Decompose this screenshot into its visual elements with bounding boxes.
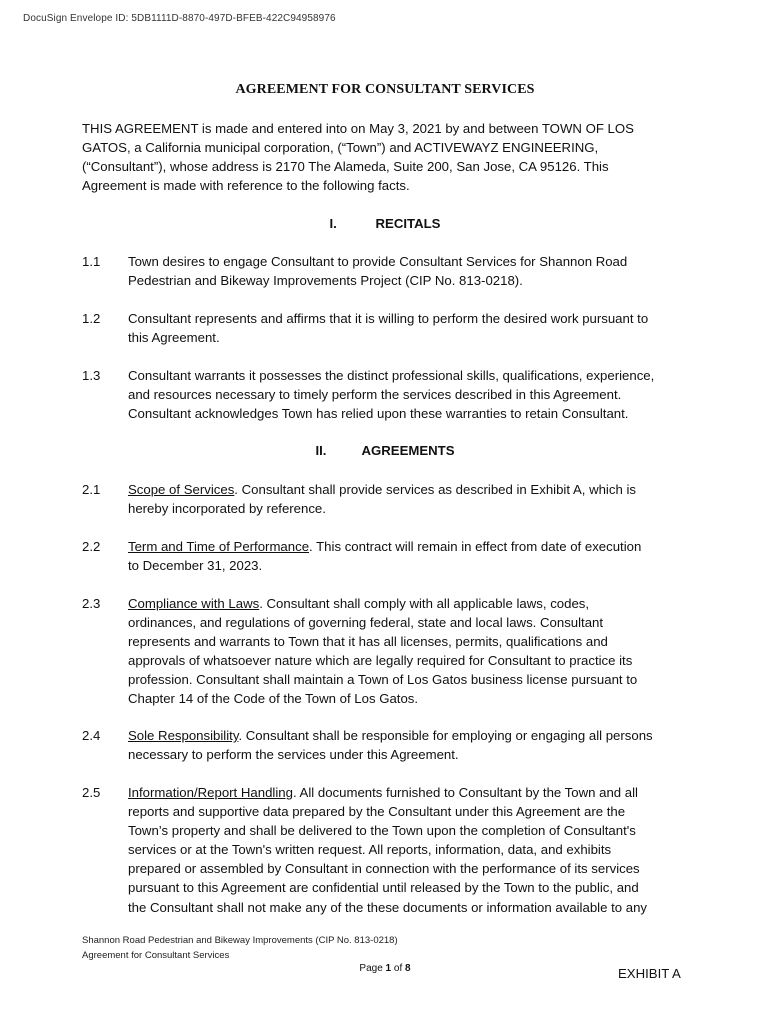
- intro-line: GATOS, a California municipal corporation, (“Town”) and ACTIVEWAYZ ENGINEERING,: [82, 140, 599, 156]
- section-title: RECITALS: [375, 216, 441, 231]
- clause-line: Consultant represents and affirms that it is willing to perform the desired work pursuant to: [128, 311, 649, 326]
- footer-project-line: Shannon Road Pedestrian and Bikeway Improvements (CIP No. 813-0218): [82, 935, 398, 946]
- clause-heading: Sole Responsibility: [128, 728, 239, 743]
- clause-number: 2.1: [82, 482, 101, 497]
- page-of: of: [391, 963, 406, 974]
- clause-line: Chapter 14 of the Code of the Town of Los Gatos.: [128, 691, 419, 707]
- section-heading-recitals: [0, 214, 770, 233]
- clause-number: 1.3: [82, 368, 101, 383]
- page-footer: [82, 934, 398, 963]
- clause-line: Consultant warrants it possesses the distinct professional skills, qualifications, experience,: [128, 368, 655, 383]
- exhibit-label: EXHIBIT A: [618, 966, 681, 981]
- clause-line: reports and supportive data prepared by the Consultant under this Agreement are the: [128, 804, 626, 820]
- clause-line: pursuant to this Agreement are confidential until released by the Town to the public, and: [128, 880, 639, 896]
- clause-number: 2.2: [82, 539, 101, 554]
- intro-paragraph: [82, 119, 702, 195]
- clause-number: 2.5: [82, 785, 101, 800]
- clause-number: 2.3: [82, 596, 101, 611]
- docusign-envelope-id: DocuSign Envelope ID: 5DB1111D-8870-497D-BFEB-422C94958976: [23, 13, 336, 24]
- intro-line: Agreement is made with reference to the following facts.: [82, 178, 410, 194]
- clause-line: Consultant acknowledges Town has relied upon these warranties to retain Consultant.: [128, 406, 629, 422]
- clause-line: represents and warrants to Town that it has all licenses, permits, qualifications and: [128, 634, 608, 650]
- clause-line: services or at the Town's written request. All reports, information, data, and exhibits: [128, 842, 612, 858]
- clause-line: necessary to perform the services under this Agreement.: [128, 747, 459, 763]
- page-current: 1: [385, 963, 392, 974]
- document-title: AGREEMENT FOR CONSULTANT SERVICES: [235, 82, 535, 97]
- intro-line: (“Consultant”), whose address is 2170 The Alameda, Suite 200, San Jose, CA 95126. This: [82, 159, 609, 175]
- clause-line: approvals of whatsoever nature which are legally required for Consultant to practice its: [128, 653, 633, 669]
- clause-heading: Term and Time of Performance: [128, 539, 310, 554]
- intro-line: THIS AGREEMENT is made and entered into on May 3, 2021 by and between TOWN OF LOS: [82, 121, 634, 136]
- clause-number: 1.2: [82, 311, 101, 326]
- page-prefix: Page: [359, 963, 386, 974]
- clause-heading: Scope of Services: [128, 482, 235, 497]
- section-numeral: II.: [315, 443, 327, 458]
- clause-text: . Consultant shall comply with all applicable laws, codes,: [259, 596, 590, 611]
- page-total: 8: [405, 963, 411, 974]
- section-numeral: I.: [329, 216, 337, 231]
- clause-heading: Information/Report Handling: [128, 785, 293, 800]
- clause-line: Town desires to engage Consultant to provide Consultant Services for Shannon Road: [128, 254, 628, 269]
- clause-heading: Compliance with Laws: [128, 596, 260, 611]
- section-title: AGREEMENTS: [361, 443, 455, 458]
- clause-text: . Consultant shall provide services as described in Exhibit A, which is: [234, 482, 636, 497]
- clause-line: the Consultant shall not make any of the these documents or information available to any: [128, 899, 648, 915]
- clause-line: Town’s property and shall be delivered to the Town upon the completion of Consultant's: [128, 823, 636, 839]
- clause-line: profession. Consultant shall maintain a Town of Los Gatos business license pursuant to: [128, 672, 638, 688]
- clause-line: ordinances, and regulations of governing federal, state and local laws. Consultant: [128, 615, 604, 631]
- clause-number: 2.4: [82, 728, 101, 743]
- footer-agreement-line: Agreement for Consultant Services: [82, 949, 230, 961]
- clause-text: . This contract will remain in effect from date of execution: [309, 539, 642, 554]
- clause-text: . All documents furnished to Consultant by the Town and all: [292, 785, 638, 800]
- clause-line: hereby incorporated by reference.: [128, 501, 326, 517]
- clause-line: Pedestrian and Bikeway Improvements Project (CIP No. 813-0218).: [128, 273, 523, 289]
- clause-text: . Consultant shall be responsible for employing or engaging all persons: [238, 728, 653, 743]
- clause-number: 1.1: [82, 254, 101, 269]
- clause-line: prepared or assembled by Consultant in connection with the performance of its services: [128, 861, 640, 877]
- clause-line: to December 31, 2023.: [128, 558, 263, 574]
- clause-line: this Agreement.: [128, 330, 220, 346]
- clause-line: and resources necessary to timely perform the services described in this Agreement.: [128, 387, 622, 403]
- section-heading-agreements: [0, 441, 770, 460]
